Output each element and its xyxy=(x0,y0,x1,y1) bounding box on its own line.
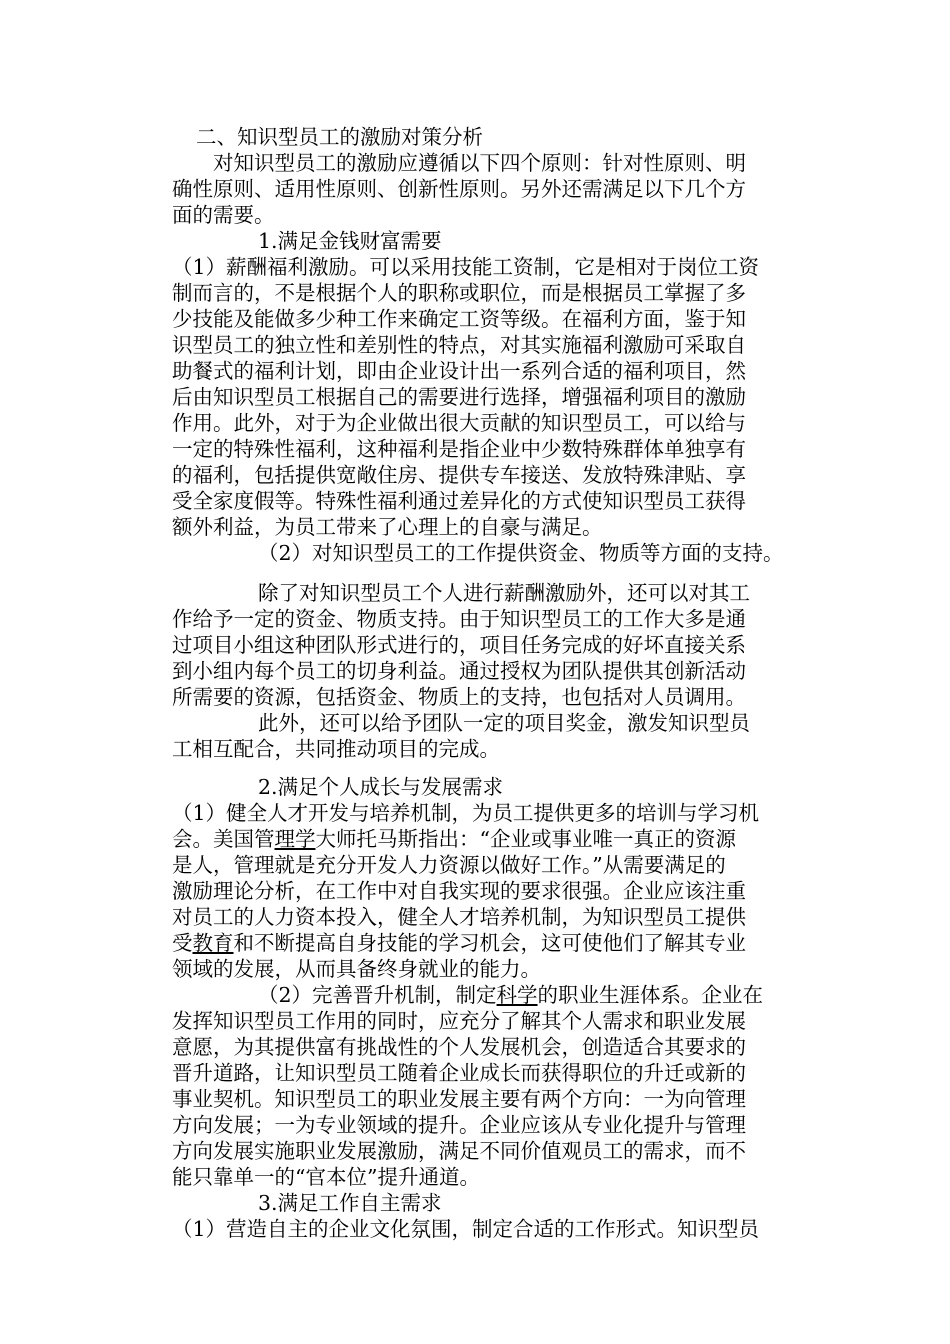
paragraph-line: 工相互配合，共同推动项目的完成。 xyxy=(172,737,500,761)
paragraph-line: 领域的发展，从而具备终身就业的能力。 xyxy=(172,957,541,981)
paragraph-line: 事业契机。知识型员工的职业发展主要有两个方向：一为向管理 xyxy=(172,1087,746,1111)
paragraph-line: 此外，还可以给予团队一定的项目奖金，激发知识型员 xyxy=(258,711,750,735)
paragraph-line: 额外利益，为员工带来了心理上的自豪与满足。 xyxy=(172,515,603,539)
paragraph-line: 能只靠单一的“官本位”提升通道。 xyxy=(172,1165,480,1189)
link-education[interactable]: 教育 xyxy=(192,931,234,955)
paragraph-line: 方向发展实施职业发展激励，满足不同价值观员工的需求，而不 xyxy=(172,1139,746,1163)
text-run: 会。美国管 xyxy=(172,827,275,851)
paragraph-line xyxy=(172,826,736,852)
paragraph-line: 过项目小组这种团队形式进行的，项目任务完成的好坏直接关系 xyxy=(172,633,746,657)
text-run: 和不断提高自身技能的学习机会，这可使他们了解其专业 xyxy=(233,931,746,955)
paragraph-line: （1）健全人才开发与培养机制，为员工提供更多的培训与学习机 xyxy=(172,801,760,825)
paragraph-line: 到小组内每个员工的切身利益。通过授权为团队提供其创新活动 xyxy=(172,659,746,683)
paragraph-line: 是人，管理就是充分开发人力资源以做好工作。”从需要满足的 xyxy=(172,853,726,877)
subsection-heading: 2.满足个人成长与发展需求 xyxy=(258,775,504,799)
text-run: 大师托马斯指出：“企业或事业唯一真正的资源 xyxy=(315,827,736,851)
paragraph-line: 发挥知识型员工作用的同时，应充分了解其个人需求和职业发展 xyxy=(172,1009,746,1033)
subsection-heading: 3.满足工作自主需求 xyxy=(258,1191,442,1215)
paragraph-line xyxy=(172,930,746,956)
section-heading: 二、知识型员工的激励对策分析 xyxy=(196,125,483,149)
paragraph-line: 识型员工的独立性和差别性的特点，对其实施福利激励可采取自 xyxy=(172,333,746,357)
paragraph-line: 作用。此外，对于为企业做出很大贡献的知识型员工，可以给与 xyxy=(172,411,746,435)
text-run: （2）完善晋升机制，制定 xyxy=(258,983,497,1007)
paragraph-line: （2）对知识型员工的工作提供资金、物质等方面的支持。 xyxy=(258,541,784,565)
text-run: 受 xyxy=(172,931,193,955)
paragraph-line: 对知识型员工的激励应遵循以下四个原则：针对性原则、明 xyxy=(213,151,746,175)
paragraph-line: 除了对知识型员工个人进行薪酬激励外，还可以对其工 xyxy=(258,581,750,605)
paragraph-line: 激励理论分析，在工作中对自我实现的要求很强。企业应该注重 xyxy=(172,879,746,903)
paragraph-line: 面的需要。 xyxy=(172,203,275,227)
paragraph-line: 助餐式的福利计划，即由企业设计出一系列合适的福利项目，然 xyxy=(172,359,746,383)
paragraph-line: 确性原则、适用性原则、创新性原则。另外还需满足以下几个方 xyxy=(172,177,746,201)
paragraph-line: 晋升道路，让知识型员工随着企业成长而获得职位的升迁或新的 xyxy=(172,1061,746,1085)
paragraph-line: 作给予一定的资金、物质支持。由于知识型员工的工作大多是通 xyxy=(172,607,746,631)
paragraph-line: （1）营造自主的企业文化氛围，制定合适的工作形式。知识型员 xyxy=(172,1217,760,1241)
paragraph-line: 一定的特殊性福利，这种福利是指企业中少数特殊群体单独享有 xyxy=(172,437,746,461)
paragraph-line: 制而言的，不是根据个人的职称或职位，而是根据员工掌握了多 xyxy=(172,281,746,305)
paragraph-line: 意愿，为其提供富有挑战性的个人发展机会，创造适合其要求的 xyxy=(172,1035,746,1059)
paragraph-line: 受全家度假等。特殊性福利通过差异化的方式使知识型员工获得 xyxy=(172,489,746,513)
paragraph-line xyxy=(258,982,763,1008)
paragraph-line: 方向发展；一为专业领域的提升。企业应该从专业化提升与管理 xyxy=(172,1113,746,1137)
paragraph-line: （1）薪酬福利激励。可以采用技能工资制，它是相对于岗位工资 xyxy=(172,255,760,279)
paragraph-line: 后由知识型员工根据自己的需要进行选择，增强福利项目的激励 xyxy=(172,385,746,409)
text-run: 的职业生涯体系。企业在 xyxy=(537,983,764,1007)
paragraph-line: 所需要的资源，包括资金、物质上的支持，也包括对人员调用。 xyxy=(172,685,746,709)
link-science[interactable]: 科学 xyxy=(496,983,538,1007)
paragraph-line: 的福利，包括提供宽敞住房、提供专车接送、发放特殊津贴、享 xyxy=(172,463,746,487)
paragraph-line: 对员工的人力资本投入，健全人才培养机制，为知识型员工提供 xyxy=(172,905,746,929)
subsection-heading: 1.满足金钱财富需要 xyxy=(258,229,442,253)
link-management-science[interactable]: 理学 xyxy=(274,827,316,851)
paragraph-line: 少技能及能做多少种工作来确定工资等级。在福利方面，鉴于知 xyxy=(172,307,746,331)
